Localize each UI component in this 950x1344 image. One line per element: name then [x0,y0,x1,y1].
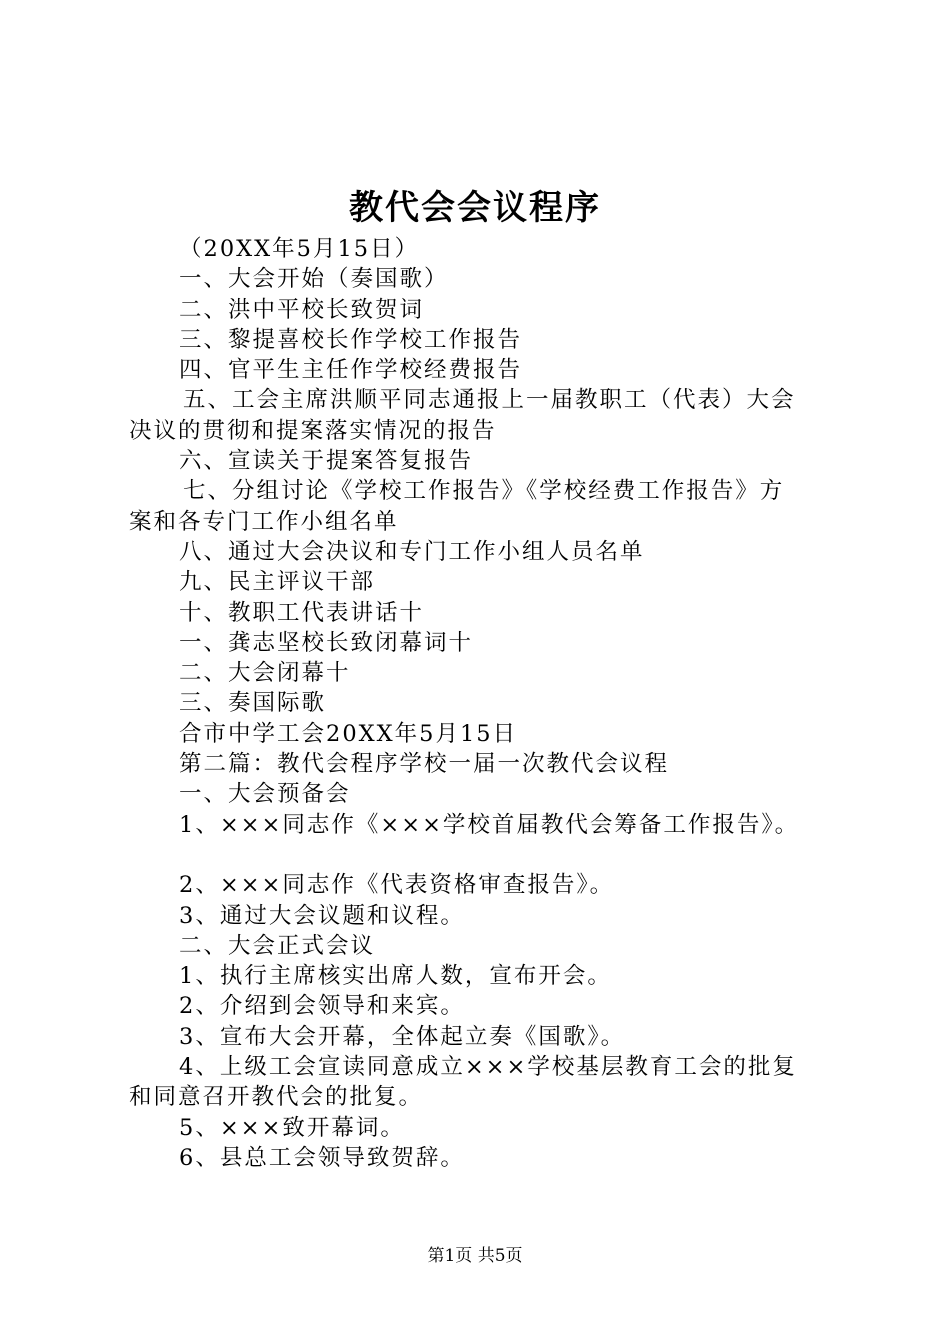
body-line: 一、大会预备会 [179,781,351,808]
body-line: 三、黎提喜校长作学校工作报告 [179,326,523,353]
body-line: 六、宣读关于提案答复报告 [179,448,474,475]
body-line: 九、民主评议干部 [179,569,376,596]
body-line: 五、工会主席洪顺平同志通报上一届教职工（代表）大会 [183,387,796,414]
body-line: 二、洪中平校长致贺词 [179,296,425,323]
document-body [129,234,849,1173]
body-line: 四、官平生主任作学校经费报告 [179,357,523,384]
body-line: 6、县总工会领导致贺辞。 [179,1144,465,1171]
page-footer: 第1页 共5页 [427,1246,523,1266]
body-line: 八、通过大会决议和专门工作小组人员名单 [179,538,645,565]
body-line: 一、大会开始（奏国歌） [179,266,449,293]
body-line: 4、上级工会宣读同意成立×××学校基层教育工会的批复 [179,1054,797,1081]
body-line: 1、×××同志作《×××学校首届教代会筹备工作报告》。 [179,811,800,838]
body-line: 十、教职工代表讲话十 [179,599,425,626]
body-line: 三、奏国际歌 [179,690,327,717]
body-line: 和同意召开教代会的批复。 [129,1084,424,1111]
document-title: 教代会会议程序 [349,188,601,228]
body-line: （20XX年5月15日） [179,236,420,262]
blank-line [129,840,849,870]
body-line: 二、大会闭幕十 [179,660,351,687]
body-line: 案和各专门工作小组名单 [129,508,399,535]
body-line: 合市中学工会20XX年5月15日 [179,720,518,747]
body-line: 一、龚志坚校长致闭幕词十 [179,629,474,656]
body-line: 3、宣布大会开幕，全体起立奏《国歌》。 [179,1023,626,1050]
body-line: 2、介绍到会领导和来宾。 [179,993,465,1020]
body-line: 1、执行主席核实出席人数，宣布开会。 [179,963,612,990]
body-line: 决议的贯彻和提案落实情况的报告 [129,417,497,444]
body-line: 2、×××同志作《代表资格审查报告》。 [179,872,615,899]
body-line: 第二篇：教代会程序学校一届一次教代会议程 [179,751,670,778]
body-line: 5、×××致开幕词。 [179,1114,405,1141]
body-line: 七、分组讨论《学校工作报告》《学校经费工作报告》方 [183,478,785,505]
body-line: 二、大会正式会议 [179,932,376,959]
body-line: 3、通过大会议题和议程。 [179,902,465,929]
